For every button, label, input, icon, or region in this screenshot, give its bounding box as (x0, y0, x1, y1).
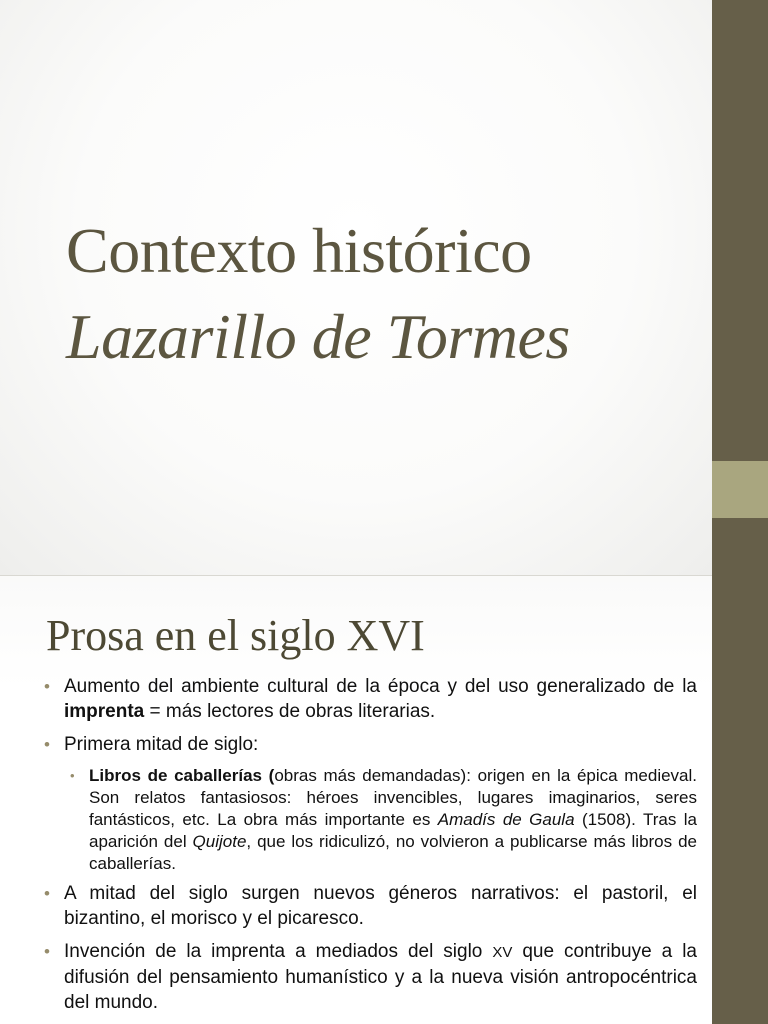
bullet-list (44, 674, 697, 1023)
book-title: Quijote (192, 832, 247, 851)
bullet-icon: • (44, 735, 50, 754)
list-item: • Invención de la imprenta a mediados del siglo XV que contribuye a la difusión del pensamiento humanístico y a la nueva visión antropocéntrica del mundo. (44, 941, 697, 1013)
list-item: • Primera mitad de siglo: (44, 734, 259, 755)
slide-subtitle: Lazarillo de Tormes (66, 301, 570, 372)
bullet-icon: • (44, 942, 50, 961)
bullet-icon: • (44, 677, 50, 696)
section-heading: Prosa en el siglo XVI (46, 611, 425, 660)
list-item: • A mitad del siglo surgen nuevos géneros narrativos: el pastoril, el bizantino, el morisco y el picaresco. (44, 883, 697, 929)
slide-title: Contexto histórico (66, 215, 532, 286)
list-item: • Aumento del ambiente cultural de la época y del uso generalizado de la imprenta = más lectores de obras literarias. (44, 676, 697, 722)
century-numeral: XV (492, 944, 513, 961)
bold-term: Libros de caballerías ( (89, 766, 275, 785)
side-bar-accent (712, 461, 768, 518)
sub-list-item: • Libros de caballerías (obras más demandadas): origen en la épica medieval. Son relatos fantasiosos: héroes invencibles, lugares imaginarios, seres fantásticos, etc. La obra más importante es Amadís de Gaula (1508). Tras la aparición del Quijote, que los ridiculizó, no volvieron a publicarse más libros de caballerías. (70, 766, 697, 873)
bullet-icon: • (70, 768, 75, 783)
bullet-icon: • (44, 884, 50, 903)
bold-term: imprenta (64, 701, 145, 722)
book-title: Amadís de Gaula (437, 810, 575, 829)
